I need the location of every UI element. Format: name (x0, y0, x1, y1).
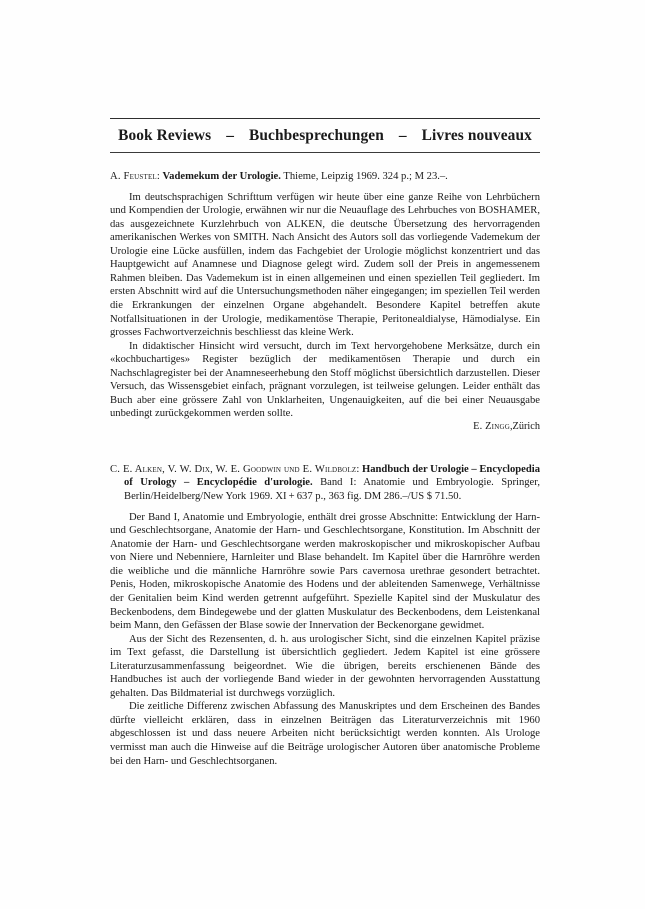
reviewer-city: Zürich (512, 420, 540, 432)
masthead-dash-2: – (398, 127, 407, 144)
review-paragraph: Die zeitliche Differenz zwischen Abfassung des Manuskriptes und dem Erscheinen des Bandes dürfte vielleicht erklären, dass in einzelnen Beiträgen das Literaturverzeichnis mit 1960 abgeschlossen ist und dass neuere Arbeiten nicht berücksichtigt werden konnten. Als Urologe vermisst man auch die Hinweise auf die Beiträge urologischer Autoren über anatomische Probleme bei den Harn- und Geschlechtsorganen. (110, 701, 540, 767)
review-imprint: Thieme, Leipzig 1969. 324 p.; M 23.–. (280, 171, 448, 182)
review-biblio-line (110, 170, 540, 184)
review-paragraph: Aus der Sicht des Rezensenten, d. h. aus urologischer Sicht, sind die einzelnen Kapitel präzise im Text gefasst, die Darstellung ist übersichtlich gegliedert. Jedem Kapitel ist eine grössere Literaturzusammenfassung beigeordnet. Wie die übrigen, bereits erschienenen Bände des Handbuches ist auch der vorliegende Band wieder in der gewohnten hervorragenden Ausstattung gehalten. Das Bildmaterial ist durchwegs vorzüglich. (110, 633, 540, 699)
page-title (110, 119, 540, 152)
masthead-title-german: Buchbesprechungen (249, 127, 384, 144)
review-book-title: Handbuch der Urologie – Encyclopedia of Urology – Encyclopédie d'urologie. (124, 463, 540, 489)
review-authors: C. E. Alken, V. W. Dix, W. E. Goodwin und E. Wildbolz (110, 463, 357, 475)
review-authors: A. Feustel (110, 171, 157, 182)
reviewer-name: E. Zingg (473, 420, 510, 432)
book-review-entry (110, 170, 540, 432)
book-review-entry (110, 463, 540, 768)
review-signature (110, 421, 540, 432)
masthead-title-french: Livres nouveaux (421, 127, 532, 144)
review-book-title: Vademekum der Urologie. (162, 171, 281, 182)
page-content (110, 118, 540, 768)
review-paragraph: Der Band I, Anatomie und Embryologie, enthält drei grosse Abschnitte: Entwicklung der Harn- und Geschlechtsorgane, Anatomie der Harn- und Geschlechtsorgane, Konstitution. Im Abschnitt der Anatomie der Harn- und Geschlechtsorgane werden makroskopischer und mikroskopischer Aufbau von Niere und Nebenniere, Harnleiter und Blase behandelt. Im Kapitel über die Harnröhre werden die weibliche und die männliche Harnröhre sowie Pars cavernosa urethrae gesondert betrachtet. Penis, Hoden, mikroskopische Anatomie des Hodens und der ableitenden Samenwege, Verhältnisse der Genitalien beim Kind werden getrennt aufgeführt. Spezielle Kapitel sind der Muskulatur des Beckenbodens, dem Bindegewebe und der glatten Muskulatur des Beckenbodens, dem Leistenkanal beim Mann, den Gefässen der Blase sowie der Innervation der Beckenorgane gewidmet. (110, 511, 540, 632)
signature-comma: , (509, 420, 513, 432)
review-imprint: Band I: Anatomie und Embryologie. Springer, Berlin/Heidelberg/New York 1969. XI + 637 p., 363 fig. DM 286.–/US $ 71.50. (124, 477, 540, 503)
review-paragraph: In didaktischer Hinsicht wird versucht, durch im Text hervorgehobene Merksätze, durch ein «kochbuchartiges» Register bezüglich der medikamentösen Therapie und durch ein Nachschlagregister bei der Anamneseerhebung den Stoff möglichst übersichtlich darzustellen. Dieser Versuch, das Wissensgebiet einfach, prägnant vorzulegen, ist teilweise gelungen. Leider enthält das Buch aber eine grössere Zahl von Unklarheiten, Ungenauigkeiten, auf die bei einer Neuausgabe unbedingt zurückgekommen werden sollte. (110, 340, 540, 420)
review-biblio-line (110, 463, 540, 504)
masthead-title-english: Book Reviews (118, 127, 212, 144)
review-biblio-separator: : (356, 463, 362, 475)
masthead-rule-bottom (110, 152, 540, 153)
review-paragraph: Im deutschsprachigen Schrifttum verfügen wir heute über eine ganze Reihe von Lehrbüchern und Kompendien der Urologie, erwähnen wir nur die Neuauflage des Lehrbuches von BOSHAMER, das ausgezeichnete Kurzlehrbuch von ALKEN, die deutsche Übersetzung des hervorragenden amerikanischen Werkes von SMITH. Nach Ansicht des Autors soll das vorliegende Vademekum der Urologie eine Lücke ausfüllen, indem das Fachgebiet der Urologie möglichst konzentriert und das Hauptgewicht auf Anamnese und Diagnose gelegt wird. Zudem soll der Preis in angemessenem Rahmen bleiben. Das Vademekum ist in einen allgemeinen und einen speziellen Teil gegliedert. Im ersten Abschnitt wird auf die Untersuchungsmethoden näher eingegangen; im speziellen Teil werden die Erkrankungen der einzelnen Organe abgehandelt. Besondere Kapitel betreffen akute Notfallsituationen in der Urologie, medikamentöse Therapie, Peritonealdialyse, Hämodialyse. Ein grosses Fachwortverzeichnis beschliesst das kleine Werk. (110, 191, 540, 339)
review-biblio-separator: : (156, 171, 163, 182)
masthead-dash-1: – (226, 127, 235, 144)
